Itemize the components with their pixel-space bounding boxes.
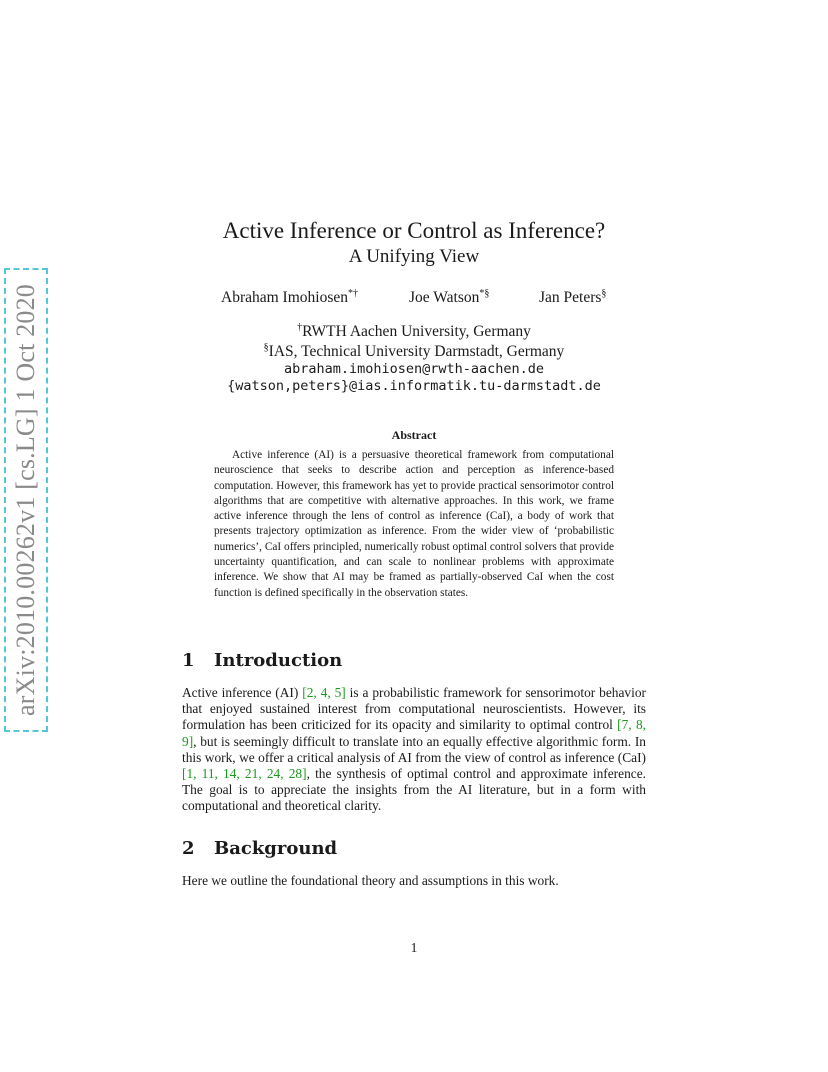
arxiv-identifier: arXiv:2010.00262v1 [cs.LG] 1 Oct 2020: [11, 284, 40, 716]
abstract-body: [214, 448, 614, 601]
abstract-heading: Abstract: [391, 428, 437, 442]
author-2: Joe Watson*§: [409, 288, 490, 307]
author-1: Abraham Imohiosen*†: [221, 288, 358, 307]
email-2: {watson,peters}@ias.informatik.tu-darmstadt.de: [227, 378, 601, 394]
author-3: Jan Peters§: [539, 288, 607, 307]
abstract-text: Active inference (AI) is a persuasive theoretical framework from computational neuroscience that seeks to describe action and perception as inference-based computation. However, this framework has yet to provide practical sensorimotor control algorithms that are competitive with alternative approaches. In this work, we frame active inference through the lens of control as inference (CaI), a body of work that presents trajectory optimization as inference. From the wider view of ‘probabilistic numerics’, CaI offers principled, numerically robust optimal control solvers that provide uncertainty quantification, and can scale to nonlinear problems with approximate inference. We show that AI may be framed as partially-observed CaI when the cost function is defined specifically in the observation states.: [214, 449, 614, 599]
section-heading-background: [182, 838, 337, 859]
email-1: abraham.imohiosen@rwth-aachen.de: [283, 361, 545, 377]
section-title: Background: [214, 838, 338, 859]
citation-link[interactable]: [7, 8, 9]: [182, 717, 646, 749]
section-title: Introduction: [214, 650, 343, 671]
section-number: 1: [182, 650, 195, 671]
paper-title: Active Inference or Control as Inference?: [222, 218, 606, 243]
affiliation-rwth: †RWTH Aachen University, Germany: [297, 322, 531, 341]
citation-link[interactable]: [2, 4, 5]: [302, 685, 346, 700]
introduction-body: [182, 685, 646, 815]
introduction-paragraph: Active inference (AI) [2, 4, 5] is a probabilistic framework for sensorimotor behavior that enjoyed sustained interest from computational neuroscientists. However, its formulation has been criticized for its opacity and similarity to optimal control [7, 8, 9], but is seemingly difficult to translate into an equally effective algorithmic form. In this work, we offer a critical analysis of AI from the view of control as inference (CaI) [1, 11, 14, 21, 24, 28], the synthesis of optimal control and approximate inference. The goal is to appreciate the insights from the AI literature, but in a form with computational and theoretical clarity.: [182, 685, 647, 814]
section-number: 2: [182, 838, 195, 859]
paper-subtitle: A Unifying View: [348, 246, 480, 267]
citation-link[interactable]: [1, 11, 14, 21, 24, 28]: [182, 766, 307, 782]
affiliation-tud: §IAS, Technical University Darmstadt, Germany: [263, 342, 565, 361]
background-body: [182, 873, 646, 889]
background-paragraph: Here we outline the foundational theory and assumptions in this work.: [182, 873, 559, 888]
section-heading-introduction: [182, 650, 342, 671]
page-number: 1: [410, 940, 418, 955]
